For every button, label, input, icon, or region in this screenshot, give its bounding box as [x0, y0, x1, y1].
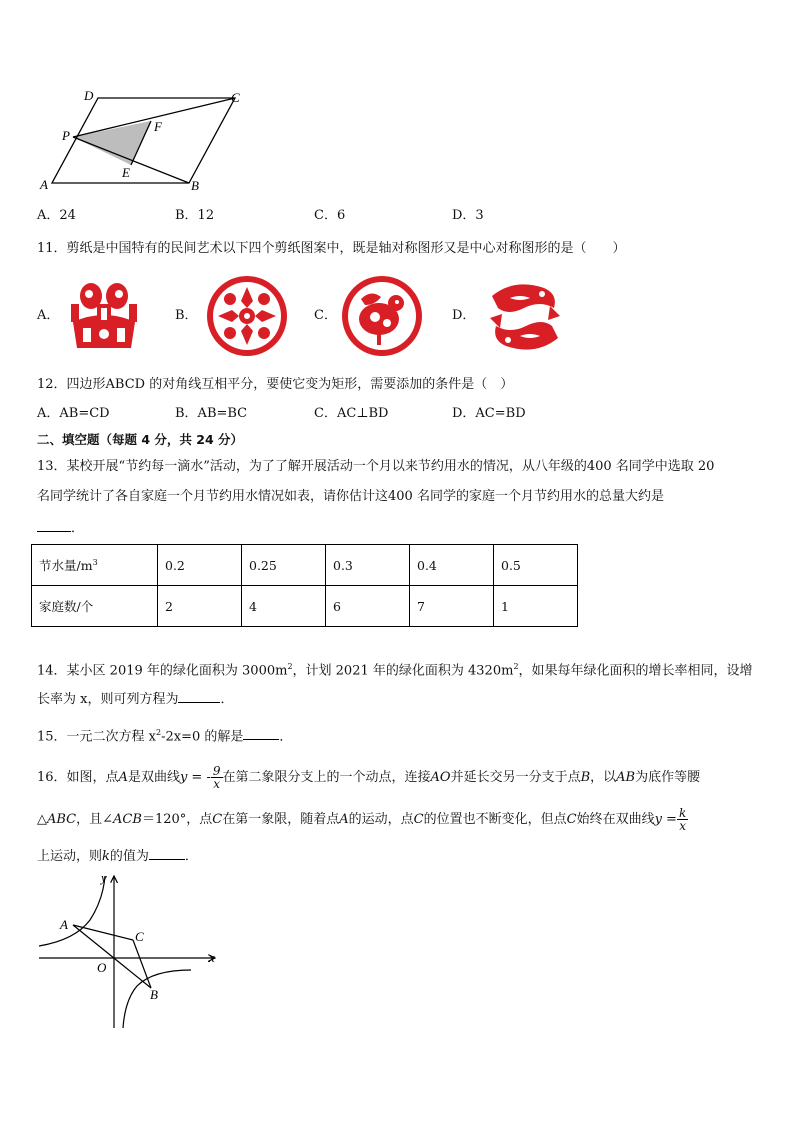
- label-b: B: [150, 987, 158, 1002]
- label-e: E: [122, 165, 130, 180]
- q11-option-a[interactable]: A．: [37, 308, 60, 323]
- q10-option-a[interactable]: A．24: [37, 208, 76, 223]
- label-c: C: [231, 90, 240, 105]
- fraction-neg-9-over-x: $\frac{9}{x}$: [212, 764, 221, 791]
- hyperbola-branch-2nd-quadrant: [39, 876, 105, 946]
- q14-answer-blank[interactable]: [178, 688, 220, 703]
- q11-option-d[interactable]: D．: [452, 308, 476, 323]
- table-cell: 7: [410, 586, 494, 627]
- q10-option-b[interactable]: B．12: [175, 208, 215, 223]
- q12-option-b[interactable]: B．AB=BC: [175, 406, 248, 421]
- label-a: A: [60, 917, 68, 932]
- label-a: A: [40, 177, 48, 192]
- q13-line-3: ．: [37, 517, 84, 539]
- papercut-d-image: [484, 278, 566, 356]
- parallelogram-abcd: [52, 98, 235, 183]
- q11-option-c[interactable]: C．: [314, 308, 337, 323]
- section-title-fill-in: 二、填空题（每题 4 分，共 24 分）: [37, 432, 244, 447]
- label-y: y: [101, 870, 107, 885]
- label-p: P: [62, 128, 70, 143]
- q16-line-2: △ABC，且∠ACB＝120°，点C在第一象限，随着点A的运动，点C的位置也不断变化，但点C始终在双曲线y = $\frac{k}{x}$: [37, 806, 687, 833]
- q16-line-3: 上运动，则k的值为 ．: [37, 845, 198, 867]
- q13-answer-blank[interactable]: [37, 517, 71, 532]
- q13-line-2: 名同学统计了各自家庭一个月节约用水情况如表，请你估计这400 名同学的家庭一个月节约用水的总量大约是: [37, 489, 664, 504]
- label-d: D: [84, 88, 94, 103]
- label-b: B: [191, 178, 199, 193]
- table-row: [32, 586, 578, 627]
- q12-option-d[interactable]: D．AC=BD: [452, 406, 526, 421]
- papercut-c-image: [341, 275, 423, 357]
- hyperbola-figure: [35, 870, 225, 1030]
- label-x: x: [209, 950, 215, 965]
- q11-option-b[interactable]: B．: [175, 308, 198, 323]
- q15-question: 15．一元二次方程 $x^2-2x=0$ 的解是 ．: [37, 723, 292, 747]
- label-c: C: [135, 929, 144, 944]
- table-header-savings: 节水量$/m^3$: [32, 545, 158, 586]
- q10-option-c[interactable]: C．6: [314, 208, 346, 223]
- table-cell: 2: [158, 586, 242, 627]
- q14-line-2: 长率为 x，则可列方程为 ．: [37, 688, 233, 710]
- table-row: [32, 545, 578, 586]
- q12-option-a[interactable]: A．AB=CD: [37, 406, 110, 421]
- table-cell: 1: [494, 586, 578, 627]
- papercut-b-image: [206, 275, 288, 357]
- label-f: F: [154, 119, 162, 134]
- q12-option-c[interactable]: C．AC⊥BD: [314, 406, 389, 421]
- table-cell: 6: [326, 586, 410, 627]
- water-savings-table: [31, 544, 578, 627]
- table-cell: 4: [242, 586, 326, 627]
- label-o: O: [97, 960, 107, 975]
- table-cell: 0.3: [326, 545, 410, 586]
- q11-question: 11．剪纸是中国特有的民间艺术以下四个剪纸图案中，既是轴对称图形又是中心对称图形的是（ ）: [37, 241, 626, 256]
- table-cell: 0.25: [242, 545, 326, 586]
- q14-line-1: 14．某小区 2019 年的绿化面积为 $3000m^2$，计划 2021 年的绿化面积为 $4320m^2$，如果每年绿化面积的增长率相同，设增: [37, 662, 753, 679]
- q15-answer-blank[interactable]: [243, 725, 279, 740]
- q16-answer-blank[interactable]: [149, 845, 185, 860]
- table-cell: 0.2: [158, 545, 242, 586]
- q13-line-1: 13．某校开展“节约每一滴水”活动，为了了解开展活动一个月以来节约用水的情况，从八年级的400 名同学中选取 20: [37, 459, 715, 474]
- papercut-a-image: [67, 278, 141, 352]
- q10-option-d[interactable]: D．3: [452, 208, 484, 223]
- fraction-k-over-x: $\frac{k}{x}$: [678, 806, 687, 833]
- table-header-families: 家庭数/个: [32, 586, 158, 627]
- table-cell: 0.5: [494, 545, 578, 586]
- table-cell: 0.4: [410, 545, 494, 586]
- parallelogram-figure: [35, 85, 260, 195]
- q12-question: 12．四边形ABCD 的对角线互相平分，要使它变为矩形，需要添加的条件是（ ）: [37, 377, 514, 392]
- q16-line-1: 16．如图，点A是双曲线y = - $\frac{9}{x}$ 在第二象限分支上的一个动点，连接AO并延长交另一分支于点B，以AB为底作等腰: [37, 764, 701, 791]
